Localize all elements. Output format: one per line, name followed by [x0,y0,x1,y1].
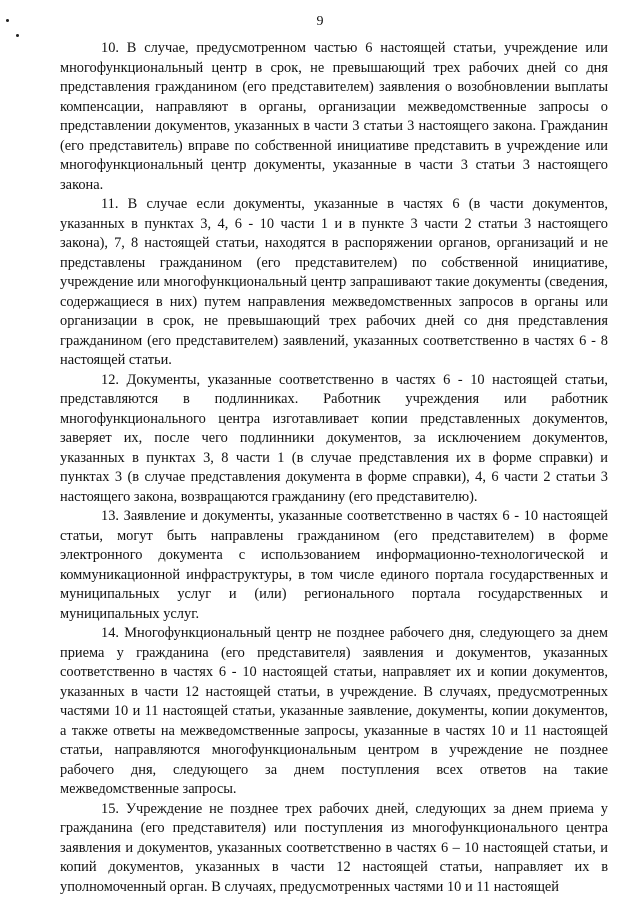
paragraph-13: 13. Заявление и документы, указанные соответственно в частях 6 - 10 настоящей статьи, могут быть направлены гражданином (его представителем) в форме электронного документа с использованием информационно-технологической и коммуникационной инфраструктуры, в том числе единого портала государственных и муниципальных услуг и (или) регионального портала государственных и муниципальных услуг. [60,508,608,622]
paragraph-11: 11. В случае если документы, указанные в частях 6 (в части документов, указанных в пунктах 3, 4, 6 - 10 части 1 и в пункте 3 части 2 статьи 3 настоящего закона), 7, 8 настоящей статьи, находятся в распоряжении органов, организаций и не представлены гражданином (его представителем) по собственной инициативе, учреждение или многофункциональный центр запрашивают такие документы (сведения, содержащиеся в них) путем направления межведомственных запросов в органы или организации в срок, не превышающий трех рабочих дней со дня представления гражданином (его представителем) заявлений, указанных соответственно в частях 6 - 8 настоящей статьи. [60,196,608,368]
paragraph-10: 10. В случае, предусмотренном частью 6 настоящей статьи, учреждение или многофункциональный центр в срок, не превышающий трех рабочих дней со дня представления гражданином (его представителем) заявления о возобновлении выплаты компенсации, направляют в органы, организации межведомственные запросы о представлении документов, указанных в части 3 статьи 3 настоящего закона. Гражданин (его представитель) вправе по собственной инициативе представить в учреждение или многофункциональный центр документы, указанные в части 3 статьи 3 настоящего закона. [60,40,608,193]
paragraph-14: 14. Многофункциональный центр не позднее рабочего дня, следующего за днем приема у гражданина (его представителя) заявления и документов, указанных соответственно в частях 6 - 10 настоящей статьи, направляет их и копии документов, указанных в части 12 настоящей статьи, в учреждение. В случаях, предусмотренных частями 10 и 11 настоящей статьи, указанные заявление, документы, копии документов, а также ответы на межведомственные запросы, указанные в частях 10 и 11 настоящей статьи, направляются многофункциональным центром в учреждение не позднее рабочего дня, следующего за днем поступления всех ответов на такие межведомственные запросы. [60,625,608,797]
scan-speck [16,34,19,37]
document-body [60,39,608,897]
paragraph-15: 15. Учреждение не позднее трех рабочих дней, следующих за днем приема у гражданина (его представителя) или поступления из многофункционального центра заявления и документов, указанных соответственно в частях 6 – 10 настоящей статьи, и копий документов, указанных в части 12 настоящей статьи, направляет их в уполномоченный орган. В случаях, предусмотренных частями 10 и 11 настоящей [60,800,608,895]
paragraph-12: 12. Документы, указанные соответственно в частях 6 - 10 настоящей статьи, представляются в подлинниках. Работник учреждения или работник многофункционального центра изготавливает копии представленных документов, заверяет их, после чего подлинники документов, за исключением документов, указанных в пунктах 3, 8 части 1 (в случае представления их в форме справки) и пунктах 3 (в случае представления документа в форме справки), 4, 6 части 2 статьи 3 настоящего закона, возвращаются гражданину (его представителю). [60,371,608,505]
page-number: 9 [316,14,324,29]
